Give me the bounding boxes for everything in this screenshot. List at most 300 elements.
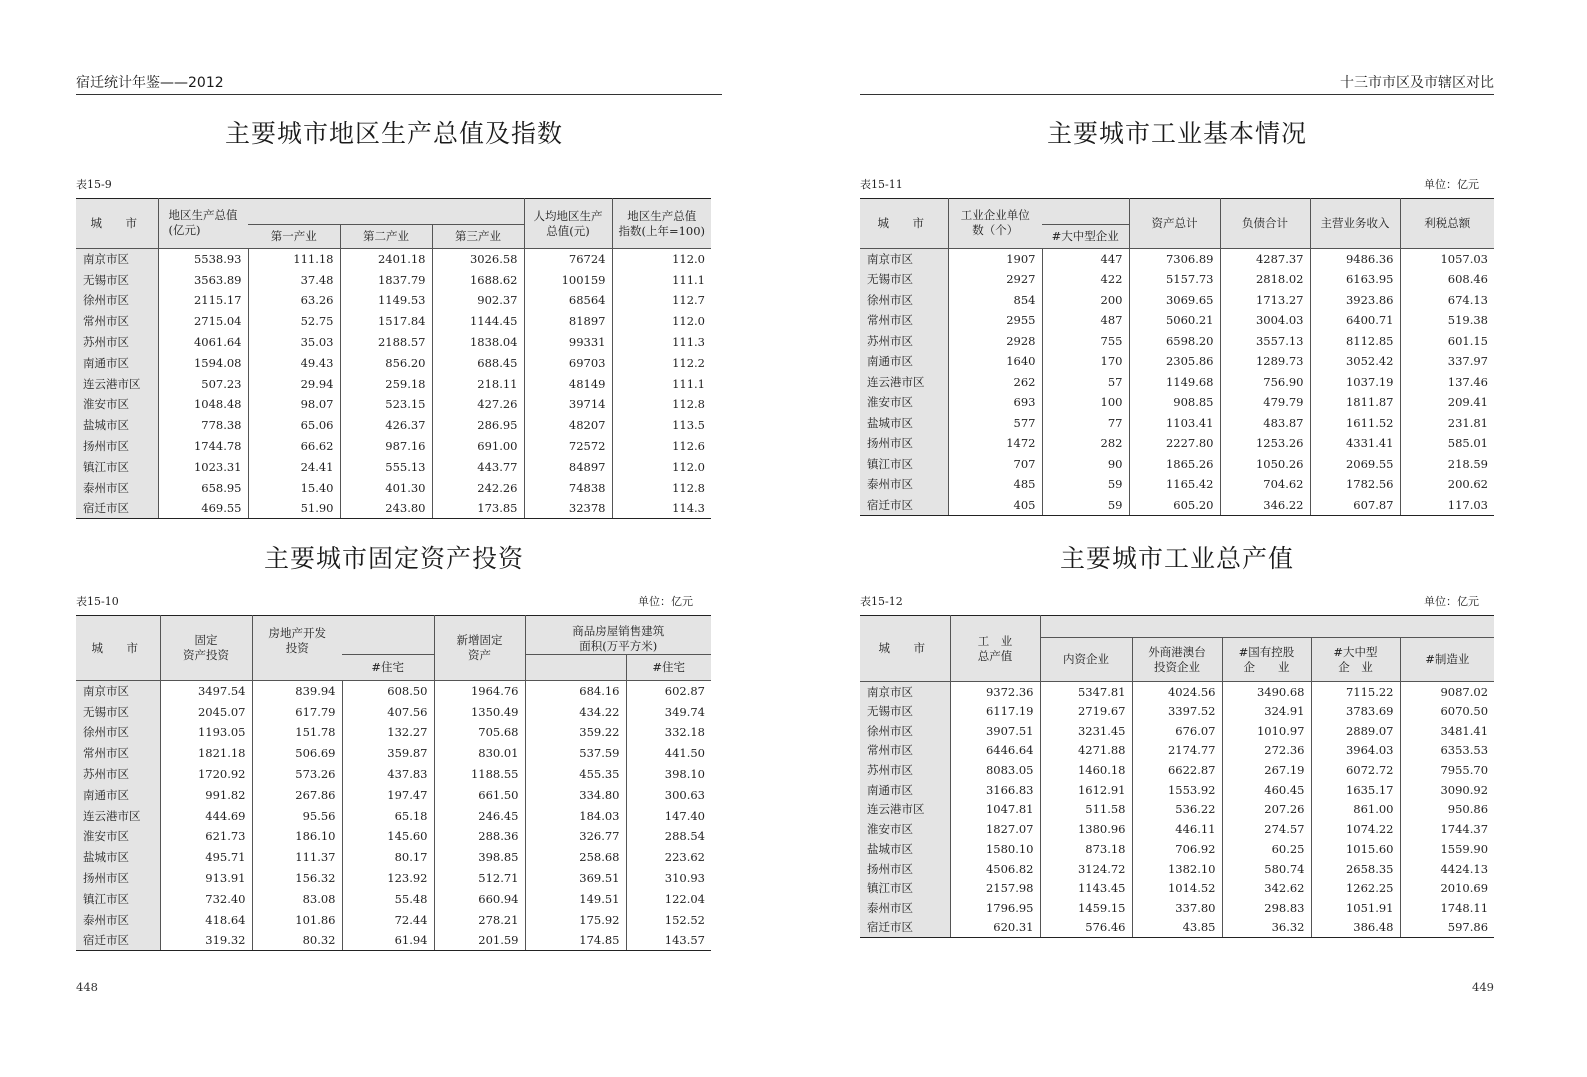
- value-cell: 186.10: [252, 826, 342, 847]
- value-cell: 3166.83: [950, 780, 1040, 800]
- table-row: [76, 909, 711, 930]
- table-row: [76, 352, 711, 373]
- header-foreign: 外商港澳台 投资企业: [1132, 638, 1222, 682]
- value-cell: 310.93: [626, 868, 711, 889]
- table-15-10: [76, 615, 711, 951]
- left-head-rule: [76, 94, 722, 95]
- value-cell: 6163.95: [1310, 269, 1400, 290]
- value-cell: 913.91: [160, 868, 252, 889]
- value-cell: 1350.49: [434, 701, 525, 722]
- value-cell: 156.32: [252, 868, 342, 889]
- value-cell: 152.52: [626, 909, 711, 930]
- city-cell: 扬州市区: [76, 868, 160, 889]
- value-cell: 8083.05: [950, 760, 1040, 780]
- table-row: [860, 741, 1494, 761]
- city-cell: 淮安市区: [860, 819, 950, 839]
- city-cell: 淮安市区: [76, 394, 158, 415]
- value-cell: 6622.87: [1132, 760, 1222, 780]
- value-cell: 1782.56: [1310, 474, 1400, 495]
- value-cell: 2658.35: [1311, 859, 1400, 879]
- value-cell: 902.37: [432, 290, 524, 311]
- header-city: 城 市: [76, 616, 160, 681]
- value-cell: 1074.22: [1311, 819, 1400, 839]
- table-15-11: [860, 198, 1494, 516]
- city-cell: 盐城市区: [76, 847, 160, 868]
- value-cell: 756.90: [1220, 372, 1310, 393]
- city-cell: 常州市区: [76, 311, 158, 332]
- city-cell: 宿迁市区: [860, 918, 950, 938]
- value-cell: 1149.68: [1129, 372, 1220, 393]
- table-row: [76, 722, 711, 743]
- value-cell: 112.2: [612, 352, 711, 373]
- value-cell: 324.91: [1222, 701, 1311, 721]
- header-domestic: 内资企业: [1040, 638, 1132, 682]
- city-cell: 常州市区: [860, 741, 950, 761]
- table-15-12-unit: 单位：亿元: [1424, 595, 1479, 608]
- value-cell: 81897: [524, 311, 612, 332]
- city-cell: 南通市区: [76, 352, 158, 373]
- table-row: [860, 859, 1494, 879]
- value-cell: 7115.22: [1311, 682, 1400, 702]
- header-city: 城 市: [860, 616, 950, 682]
- value-cell: 201.59: [434, 930, 525, 951]
- table-row: [860, 721, 1494, 741]
- value-cell: 536.22: [1132, 800, 1222, 820]
- value-cell: 674.13: [1400, 290, 1494, 311]
- value-cell: 1821.18: [160, 743, 252, 764]
- value-cell: 32378: [524, 498, 612, 519]
- city-cell: 泰州市区: [76, 909, 160, 930]
- table-row: [860, 839, 1494, 859]
- value-cell: 1380.96: [1040, 819, 1132, 839]
- value-cell: 282: [1042, 433, 1129, 454]
- value-cell: 1010.97: [1222, 721, 1311, 741]
- value-cell: 1262.25: [1311, 878, 1400, 898]
- value-cell: 3052.42: [1310, 351, 1400, 372]
- value-cell: 112.7: [612, 290, 711, 311]
- value-cell: 5347.81: [1040, 682, 1132, 702]
- header-large-medium: #大中型 企 业: [1311, 638, 1400, 682]
- header-units: 工业企业单位 数（个）: [948, 199, 1042, 249]
- value-cell: 705.68: [434, 722, 525, 743]
- city-cell: 苏州市区: [860, 331, 948, 352]
- value-cell: 1057.03: [1400, 249, 1494, 270]
- value-cell: 274.57: [1222, 819, 1311, 839]
- value-cell: 755: [1042, 331, 1129, 352]
- value-cell: 608.50: [342, 681, 434, 702]
- value-cell: 555.13: [340, 456, 432, 477]
- value-cell: 2715.04: [158, 311, 248, 332]
- value-cell: 243.80: [340, 498, 432, 519]
- value-cell: 661.50: [434, 784, 525, 805]
- value-cell: 49.43: [248, 352, 340, 373]
- city-cell: 淮安市区: [76, 826, 160, 847]
- value-cell: 1014.52: [1132, 878, 1222, 898]
- value-cell: 6598.20: [1129, 331, 1220, 352]
- value-cell: 68564: [524, 290, 612, 311]
- value-cell: 52.75: [248, 311, 340, 332]
- header-index: 地区生产总值 指数(上年=100): [612, 199, 711, 249]
- value-cell: 112.8: [612, 477, 711, 498]
- value-cell: 3964.03: [1311, 741, 1400, 761]
- city-cell: 盐城市区: [860, 413, 948, 434]
- city-cell: 徐州市区: [76, 722, 160, 743]
- value-cell: 3557.13: [1220, 331, 1310, 352]
- value-cell: 5060.21: [1129, 310, 1220, 331]
- header-tax: 利税总额: [1400, 199, 1494, 249]
- value-cell: 48207: [524, 415, 612, 436]
- value-cell: 112.6: [612, 436, 711, 457]
- value-cell: 506.69: [252, 743, 342, 764]
- table-row: [76, 269, 711, 290]
- value-cell: 479.79: [1220, 392, 1310, 413]
- value-cell: 2174.77: [1132, 741, 1222, 761]
- value-cell: 1051.91: [1311, 898, 1400, 918]
- value-cell: 437.83: [342, 764, 434, 785]
- value-cell: 151.78: [252, 722, 342, 743]
- value-cell: 507.23: [158, 373, 248, 394]
- city-cell: 镇江市区: [860, 878, 950, 898]
- value-cell: 231.81: [1400, 413, 1494, 434]
- header-units-span: [1042, 199, 1129, 225]
- header-liabilities: 负债合计: [1220, 199, 1310, 249]
- value-cell: 873.18: [1040, 839, 1132, 859]
- value-cell: 1165.42: [1129, 474, 1220, 495]
- city-cell: 南京市区: [860, 249, 948, 270]
- city-cell: 泰州市区: [860, 474, 948, 495]
- table-row: [860, 413, 1494, 434]
- value-cell: 401.30: [340, 477, 432, 498]
- value-cell: 288.36: [434, 826, 525, 847]
- header-per-capita: 人均地区生产 总值(元): [524, 199, 612, 249]
- value-cell: 147.40: [626, 805, 711, 826]
- value-cell: 246.45: [434, 805, 525, 826]
- value-cell: 101.86: [252, 909, 342, 930]
- value-cell: 691.00: [432, 436, 524, 457]
- value-cell: 2928: [948, 331, 1042, 352]
- value-cell: 3090.92: [1400, 780, 1494, 800]
- city-cell: 盐城市区: [860, 839, 950, 859]
- value-cell: 597.86: [1400, 918, 1494, 938]
- value-cell: 288.54: [626, 826, 711, 847]
- header-state-owned: #国有控股 企 业: [1222, 638, 1311, 682]
- value-cell: 39714: [524, 394, 612, 415]
- value-cell: 455.35: [525, 764, 626, 785]
- table-row: [860, 290, 1494, 311]
- value-cell: 6117.19: [950, 701, 1040, 721]
- table-row: [860, 495, 1494, 516]
- value-cell: 63.26: [248, 290, 340, 311]
- value-cell: 1635.17: [1311, 780, 1400, 800]
- header-revenue: 主营业务收入: [1310, 199, 1400, 249]
- city-cell: 无锡市区: [76, 269, 158, 290]
- city-cell: 宿迁市区: [76, 930, 160, 951]
- value-cell: 137.46: [1400, 372, 1494, 393]
- value-cell: 5538.93: [158, 249, 248, 270]
- value-cell: 69703: [524, 352, 612, 373]
- table-row: [860, 310, 1494, 331]
- table-15-9-label: 表15-9: [76, 178, 112, 191]
- value-cell: 346.22: [1220, 495, 1310, 516]
- city-cell: 南京市区: [76, 681, 160, 702]
- value-cell: 3004.03: [1220, 310, 1310, 331]
- city-cell: 泰州市区: [860, 898, 950, 918]
- table-row: [76, 805, 711, 826]
- value-cell: 100: [1042, 392, 1129, 413]
- value-cell: 95.56: [252, 805, 342, 826]
- value-cell: 170: [1042, 351, 1129, 372]
- value-cell: 607.87: [1310, 495, 1400, 516]
- value-cell: 143.57: [626, 930, 711, 951]
- value-cell: 576.46: [1040, 918, 1132, 938]
- value-cell: 132.27: [342, 722, 434, 743]
- city-cell: 镇江市区: [860, 454, 948, 475]
- value-cell: 117.03: [1400, 495, 1494, 516]
- value-cell: 950.86: [1400, 800, 1494, 820]
- value-cell: 123.92: [342, 868, 434, 889]
- value-cell: 59: [1042, 474, 1129, 495]
- value-cell: 112.8: [612, 394, 711, 415]
- table-15-12: [860, 615, 1494, 938]
- value-cell: 519.38: [1400, 310, 1494, 331]
- value-cell: 446.11: [1132, 819, 1222, 839]
- value-cell: 2401.18: [340, 249, 432, 270]
- city-cell: 徐州市区: [76, 290, 158, 311]
- value-cell: 100159: [524, 269, 612, 290]
- value-cell: 90: [1042, 454, 1129, 475]
- value-cell: 605.20: [1129, 495, 1220, 516]
- value-cell: 426.37: [340, 415, 432, 436]
- value-cell: 2157.98: [950, 878, 1040, 898]
- header-total-span: [1040, 616, 1494, 638]
- value-cell: 908.85: [1129, 392, 1220, 413]
- value-cell: 1796.95: [950, 898, 1040, 918]
- table-row: [76, 764, 711, 785]
- value-cell: 1149.53: [340, 290, 432, 311]
- table-row: [860, 454, 1494, 475]
- value-cell: 620.31: [950, 918, 1040, 938]
- value-cell: 1688.62: [432, 269, 524, 290]
- city-cell: 无锡市区: [860, 701, 950, 721]
- table-row: [76, 826, 711, 847]
- value-cell: 3124.72: [1040, 859, 1132, 879]
- table-15-11-label: 表15-11: [860, 178, 903, 191]
- city-cell: 宿迁市区: [76, 498, 158, 519]
- city-cell: 徐州市区: [860, 721, 950, 741]
- city-cell: 扬州市区: [860, 433, 948, 454]
- value-cell: 1837.79: [340, 269, 432, 290]
- value-cell: 72572: [524, 436, 612, 457]
- value-cell: 98.07: [248, 394, 340, 415]
- value-cell: 218.11: [432, 373, 524, 394]
- table-row: [860, 474, 1494, 495]
- table-row: [76, 888, 711, 909]
- value-cell: 4287.37: [1220, 249, 1310, 270]
- value-cell: 3231.45: [1040, 721, 1132, 741]
- value-cell: 6446.64: [950, 741, 1040, 761]
- value-cell: 84897: [524, 456, 612, 477]
- value-cell: 693: [948, 392, 1042, 413]
- value-cell: 398.10: [626, 764, 711, 785]
- value-cell: 4506.82: [950, 859, 1040, 879]
- right-page: [794, 0, 1587, 1077]
- value-cell: 7955.70: [1400, 760, 1494, 780]
- value-cell: 80.32: [252, 930, 342, 951]
- right-page-number: 449: [1472, 980, 1494, 994]
- table-row: [860, 269, 1494, 290]
- value-cell: 1744.37: [1400, 819, 1494, 839]
- value-cell: 1612.91: [1040, 780, 1132, 800]
- value-cell: 1964.76: [434, 681, 525, 702]
- value-cell: 861.00: [1311, 800, 1400, 820]
- value-cell: 1460.18: [1040, 760, 1132, 780]
- value-cell: 1594.08: [158, 352, 248, 373]
- value-cell: 337.97: [1400, 351, 1494, 372]
- value-cell: 1640: [948, 351, 1042, 372]
- value-cell: 74838: [524, 477, 612, 498]
- value-cell: 209.41: [1400, 392, 1494, 413]
- value-cell: 337.80: [1132, 898, 1222, 918]
- city-cell: 镇江市区: [76, 456, 158, 477]
- value-cell: 43.85: [1132, 918, 1222, 938]
- right-running-head: 十三市市区及市辖区对比: [1340, 75, 1494, 91]
- value-cell: 173.85: [432, 498, 524, 519]
- city-cell: 南通市区: [76, 784, 160, 805]
- header-primary: 第一产业: [248, 225, 340, 249]
- value-cell: 621.73: [160, 826, 252, 847]
- table-row: [76, 681, 711, 702]
- value-cell: 1015.60: [1311, 839, 1400, 859]
- value-cell: 112.0: [612, 311, 711, 332]
- table-row: [860, 701, 1494, 721]
- value-cell: 334.80: [525, 784, 626, 805]
- value-cell: 15.40: [248, 477, 340, 498]
- city-cell: 苏州市区: [860, 760, 950, 780]
- value-cell: 61.94: [342, 930, 434, 951]
- table-15-12-title: 主要城市工业总产值: [1059, 544, 1294, 573]
- value-cell: 286.95: [432, 415, 524, 436]
- city-cell: 镇江市区: [76, 888, 160, 909]
- header-sales-area: 商品房屋销售建筑 面积(万平方米): [525, 616, 711, 655]
- city-cell: 宿迁市区: [860, 495, 948, 516]
- value-cell: 112.0: [612, 249, 711, 270]
- value-cell: 427.26: [432, 394, 524, 415]
- value-cell: 1865.26: [1129, 454, 1220, 475]
- value-cell: 122.04: [626, 888, 711, 909]
- value-cell: 422: [1042, 269, 1129, 290]
- table-15-10-unit: 单位：亿元: [638, 595, 693, 608]
- header-city: 城 市: [76, 199, 158, 249]
- value-cell: 223.62: [626, 847, 711, 868]
- value-cell: 65.06: [248, 415, 340, 436]
- value-cell: 1253.26: [1220, 433, 1310, 454]
- table-row: [76, 332, 711, 353]
- value-cell: 386.48: [1311, 918, 1400, 938]
- city-cell: 泰州市区: [76, 477, 158, 498]
- city-cell: 连云港市区: [76, 805, 160, 826]
- table-row: [76, 394, 711, 415]
- value-cell: 405: [948, 495, 1042, 516]
- table-row: [76, 290, 711, 311]
- value-cell: 1143.45: [1040, 878, 1132, 898]
- header-city: 城 市: [860, 199, 948, 249]
- value-cell: 778.38: [158, 415, 248, 436]
- value-cell: 200.62: [1400, 474, 1494, 495]
- table-row: [860, 898, 1494, 918]
- value-cell: 298.83: [1222, 898, 1311, 918]
- value-cell: 1720.92: [160, 764, 252, 785]
- table-row: [76, 743, 711, 764]
- city-cell: 苏州市区: [76, 332, 158, 353]
- value-cell: 608.46: [1400, 269, 1494, 290]
- value-cell: 262: [948, 372, 1042, 393]
- value-cell: 987.16: [340, 436, 432, 457]
- value-cell: 1193.05: [160, 722, 252, 743]
- value-cell: 111.1: [612, 269, 711, 290]
- value-cell: 9087.02: [1400, 682, 1494, 702]
- city-cell: 常州市区: [860, 310, 948, 331]
- value-cell: 441.50: [626, 743, 711, 764]
- header-gdp-span: [248, 199, 524, 225]
- table-row: [76, 373, 711, 394]
- city-cell: 南京市区: [860, 682, 950, 702]
- value-cell: 418.64: [160, 909, 252, 930]
- value-cell: 1289.73: [1220, 351, 1310, 372]
- table-row: [76, 868, 711, 889]
- city-cell: 无锡市区: [860, 269, 948, 290]
- table-row: [860, 760, 1494, 780]
- value-cell: 1611.52: [1310, 413, 1400, 434]
- value-cell: 300.63: [626, 784, 711, 805]
- value-cell: 72.44: [342, 909, 434, 930]
- table-row: [860, 682, 1494, 702]
- value-cell: 2927: [948, 269, 1042, 290]
- value-cell: 483.87: [1220, 413, 1310, 434]
- value-cell: 1517.84: [340, 311, 432, 332]
- value-cell: 3783.69: [1311, 701, 1400, 721]
- value-cell: 447: [1042, 249, 1129, 270]
- value-cell: 6072.72: [1311, 760, 1400, 780]
- value-cell: 149.51: [525, 888, 626, 909]
- value-cell: 856.20: [340, 352, 432, 373]
- value-cell: 602.87: [626, 681, 711, 702]
- value-cell: 6353.53: [1400, 741, 1494, 761]
- value-cell: 1382.10: [1132, 859, 1222, 879]
- value-cell: 259.18: [340, 373, 432, 394]
- table-row: [860, 372, 1494, 393]
- value-cell: 5157.73: [1129, 269, 1220, 290]
- value-cell: 573.26: [252, 764, 342, 785]
- value-cell: 349.74: [626, 701, 711, 722]
- header-residential-sales: #住宅: [626, 655, 711, 681]
- value-cell: 3481.41: [1400, 721, 1494, 741]
- value-cell: 197.47: [342, 784, 434, 805]
- value-cell: 1827.07: [950, 819, 1040, 839]
- value-cell: 523.15: [340, 394, 432, 415]
- value-cell: 4271.88: [1040, 741, 1132, 761]
- value-cell: 688.45: [432, 352, 524, 373]
- left-page: [0, 0, 793, 1077]
- value-cell: 80.17: [342, 847, 434, 868]
- value-cell: 3069.65: [1129, 290, 1220, 311]
- city-cell: 苏州市区: [76, 764, 160, 785]
- header-total-output: 工 业 总产值: [950, 616, 1040, 682]
- value-cell: 99331: [524, 332, 612, 353]
- value-cell: 29.94: [248, 373, 340, 394]
- table-row: [860, 433, 1494, 454]
- value-cell: 585.01: [1400, 433, 1494, 454]
- value-cell: 359.22: [525, 722, 626, 743]
